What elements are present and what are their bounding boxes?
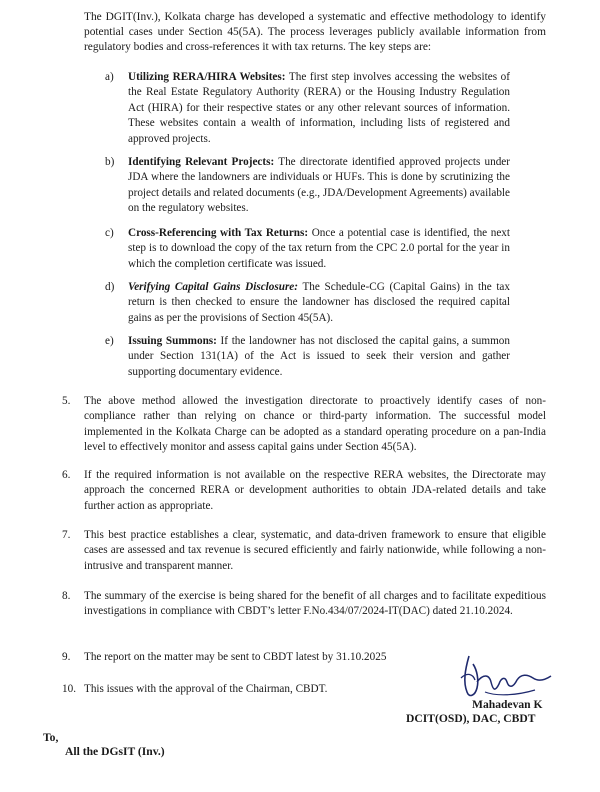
step-label: a) — [105, 71, 114, 83]
to-label: To, — [43, 731, 59, 744]
step-text: The Schedule-CG (Capital Gains) in the tax return is then checked to ensure the landowner has disclosed the required capital gains as per the provisions of Section 45(5A). — [128, 281, 510, 324]
paragraph-text: The report on the matter may be sent to CBDT latest by 31.10.2025 — [84, 651, 387, 663]
paragraph-number: 7. — [62, 529, 71, 541]
paragraph-6 — [62, 468, 546, 514]
paragraph-number: 10. — [62, 683, 76, 695]
step-d — [105, 280, 510, 326]
step-title: Identifying Relevant Projects: — [128, 156, 275, 168]
step-text: Once a potential case is identified, the next step is to download the copy of the tax return from the CPC 2.0 portal for the year in which the completion certificate was issued. — [128, 227, 510, 270]
paragraph-text: The above method allowed the investigation directorate to proactively identify cases of non-compliance rather than relying on chance or third-party information. The successful model implemented in the Kolkata Charge can be adopted as a standard operating procedure on a pan-India level to effectively monitor and assess capital gains under Section 45(5A). — [84, 395, 546, 454]
step-title: Utilizing RERA/HIRA Websites: — [128, 71, 286, 83]
paragraph-text: This issues with the approval of the Chairman, CBDT. — [84, 683, 328, 695]
step-title: Verifying Capital Gains Disclosure: — [128, 281, 298, 293]
signatory-designation: DCIT(OSD), DAC, CBDT — [406, 712, 536, 725]
step-title: Cross-Referencing with Tax Returns: — [128, 227, 309, 239]
paragraph-text: The summary of the exercise is being shared for the benefit of all charges and to facilitate expeditious investigations in compliance with CBDT’s letter F.No.434/07/2024-IT(DAC) dated 21.10.2024. — [84, 590, 546, 618]
intro-paragraph: The DGIT(Inv.), Kolkata charge has developed a systematic and effective methodology to identify potential cases under Section 45(5A). The process leverages publicly available information from regulatory bodies and cross-references it with tax returns. The key steps are: — [84, 11, 546, 53]
step-title: Issuing Summons: — [128, 335, 217, 347]
paragraph-text: This best practice establishes a clear, systematic, and data-driven framework to ensure that eligible cases are assessed and tax revenue is secured efficiently and fairly nationwide, while following a non-intrusive and transparent manner. — [84, 529, 546, 572]
paragraph-8 — [62, 589, 546, 620]
step-text: The directorate identified approved projects under JDA where the landowners are individuals or HUFs. This is done by scrutinizing the project details and related documents (e.g., JDA/Development Agreements) available on the regulatory websites. — [128, 156, 511, 215]
paragraph-5 — [62, 394, 546, 456]
paragraph-text: If the required information is not available on the respective RERA websites, the Directorate may approach the concerned RERA or development authorities to obtain JDA-related details and take further action as appropriate. — [84, 469, 546, 512]
step-b — [105, 155, 510, 217]
paragraph-number: 8. — [62, 590, 71, 602]
recipient: All the DGsIT (Inv.) — [65, 745, 165, 758]
step-label: d) — [105, 281, 115, 293]
paragraph-7 — [62, 528, 546, 574]
paragraph-number: 9. — [62, 651, 71, 663]
handwritten-signature — [455, 652, 555, 704]
paragraph-number: 6. — [62, 469, 71, 481]
step-text: If the landowner has not disclosed the capital gains, a summon under Section 131(1A) of the Act is issued to seek their version and gather supporting documentary evidence. — [128, 335, 510, 378]
step-label: b) — [105, 156, 115, 168]
paragraph-number: 5. — [62, 395, 71, 407]
step-label: e) — [105, 335, 114, 347]
step-e — [105, 334, 510, 380]
step-label: c) — [105, 227, 114, 239]
step-a — [105, 70, 510, 147]
step-text: The first step involves accessing the websites of the Real Estate Regulatory Authority (RERA) or the Housing Industry Regulation Act (HIRA) for their respective states or any other relevant sources of information. These websites contain a wealth of information, including lists of registered and approved projects. — [128, 71, 510, 145]
signatory-name: Mahadevan K — [472, 698, 543, 711]
step-c — [105, 226, 510, 272]
